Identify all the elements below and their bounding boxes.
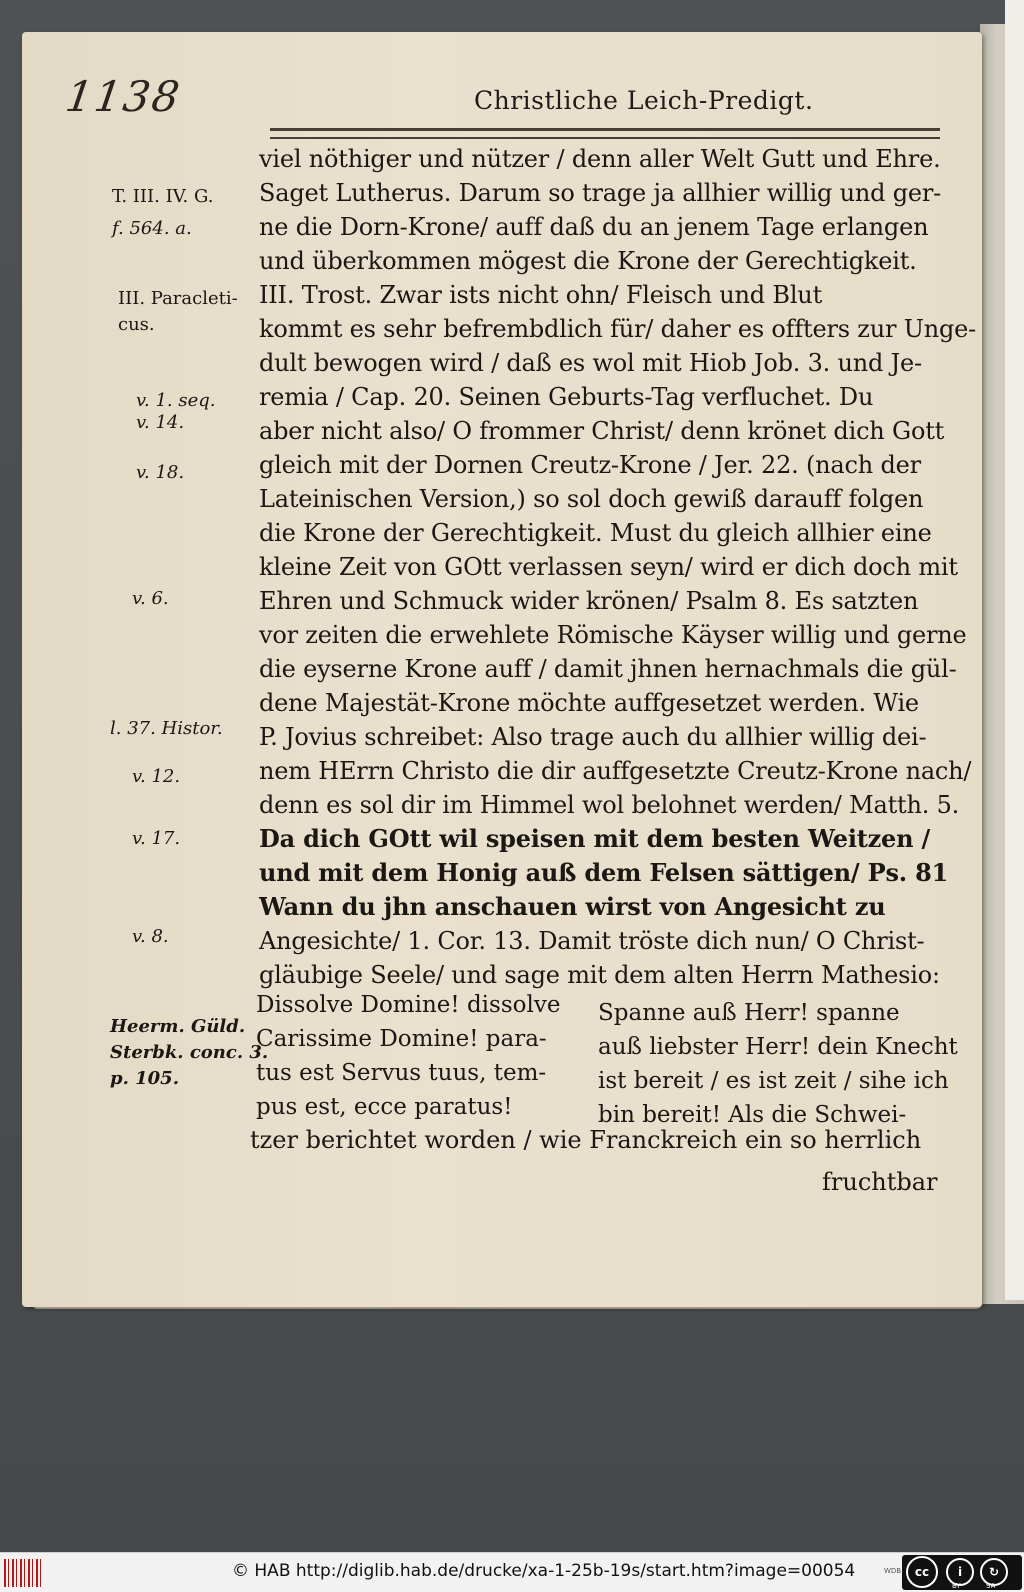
latin-line: tus est Servus tuus, tem- xyxy=(256,1060,547,1086)
sa-label: SA xyxy=(986,1582,996,1590)
margin-note: v. 18. xyxy=(136,462,185,483)
by-label: BY xyxy=(952,1582,961,1590)
text-line: aber nicht also/ O frommer Christ/ denn krönet dich Gott xyxy=(259,417,945,445)
footer-bar xyxy=(0,1552,1024,1592)
margin-note: cus. xyxy=(118,314,155,335)
text-line: gleich mit der Dornen Creutz-Krone / Jer. 22. (nach der xyxy=(259,451,921,479)
continuation-line: tzer berichtet worden / wie Franckreich ein so herrlich xyxy=(250,1126,922,1154)
page-header xyxy=(60,72,960,128)
text-line: III. Trost. Zwar ists nicht ohn/ Fleisch und Blut xyxy=(259,281,823,309)
margin-note: Sterbk. conc. 3. xyxy=(110,1042,269,1063)
text-line: remia / Cap. 20. Seinen Geburts-Tag verfluchet. Du xyxy=(259,383,874,411)
text-line: Wann du jhn anschauen wirst von Angesicht zu xyxy=(259,892,886,921)
text-line: Ehren und Schmuck wider krönen/ Psalm 8. Es satzten xyxy=(259,587,919,615)
text-line: und überkommen mögest die Krone der Gerechtigkeit. xyxy=(259,247,917,275)
text-line: und mit dem Honig auß dem Felsen sättigen/ Ps. 81 xyxy=(259,858,949,887)
facing-page-strip xyxy=(1005,0,1024,1300)
text-line: gläubige Seele/ und sage mit dem alten Herrn Mathesio: xyxy=(259,961,940,989)
barcode-icon xyxy=(4,1559,44,1587)
text-line: Saget Lutherus. Darum so trage ja allhier willig und ger- xyxy=(259,179,942,207)
text-line: dult bewogen wird / daß es wol mit Hiob Job. 3. und Je- xyxy=(259,349,922,377)
text-line: Lateinischen Version,) so sol doch gewiß darauff folgen xyxy=(259,485,924,513)
latin-column xyxy=(256,988,586,1124)
text-line: kommt es sehr befrembdlich für/ daher es offters zur Unge- xyxy=(259,315,977,343)
text-line: nem HErrn Christo die dir auffgesetzte Creutz-Krone nach/ xyxy=(259,757,972,785)
text-line: vor zeiten die erwehlete Römische Käyser willig und gerne xyxy=(259,621,967,649)
margin-note: l. 37. Histor. xyxy=(110,718,223,739)
german-column xyxy=(598,996,958,1132)
text-line: denn es sol dir im Himmel wol belohnet werden/ Matth. 5. xyxy=(259,791,960,819)
header-rule xyxy=(270,128,940,139)
latin-line: Dissolve Domine! dissolve xyxy=(256,992,561,1018)
running-head: Christliche Leich-Predigt. xyxy=(474,86,814,115)
margin-note: v. 14. xyxy=(136,412,185,433)
margin-note: v. 17. xyxy=(132,828,181,849)
text-line: die Krone der Gerechtigkeit. Must du gleich allhier eine xyxy=(259,519,932,547)
source-link[interactable]: © HAB http://diglib.hab.de/drucke/xa-1-25b-19s/start.htm?image=00054 xyxy=(232,1561,856,1581)
text-line: viel nöthiger und nützer / denn aller Welt Gutt und Ehre. xyxy=(259,145,941,173)
text-line: kleine Zeit von GOtt verlassen seyn/ wird er dich doch mit xyxy=(259,553,958,581)
text-line: Angesichte/ 1. Cor. 13. Damit tröste dich nun/ O Christ- xyxy=(259,927,925,955)
catchword: fruchtbar xyxy=(822,1168,938,1196)
main-text xyxy=(259,142,977,992)
german-line: auß liebster Herr! dein Knecht xyxy=(598,1034,958,1060)
margin-note: T. III. IV. G. xyxy=(112,186,214,207)
margin-note: v. 6. xyxy=(132,588,169,609)
margin-note: p. 105. xyxy=(110,1068,179,1089)
cc-icon: cc xyxy=(906,1556,938,1588)
text-line: P. Jovius schreibet: Also trage auch du allhier willig dei- xyxy=(259,723,927,751)
margin-note: v. 1. seq. xyxy=(136,390,216,411)
cc-license-badge[interactable] xyxy=(902,1555,1022,1590)
german-line: bin bereit! Als die Schwei- xyxy=(598,1102,907,1128)
share-alike-icon: ↻ xyxy=(980,1558,1008,1586)
margin-note: f. 564. a. xyxy=(112,218,192,239)
attribution-icon: i xyxy=(946,1558,974,1586)
page-number: 1138 xyxy=(62,72,185,121)
german-line: ist bereit / es ist zeit / sihe ich xyxy=(598,1068,949,1094)
german-line: Spanne auß Herr! spanne xyxy=(598,1000,900,1026)
text-line: ne die Dorn-Krone/ auff daß du an jenem Tage erlangen xyxy=(259,213,929,241)
latin-line: Carissime Domine! para- xyxy=(256,1026,547,1052)
text-line: dene Majestät-Krone möchte auffgesetzet werden. Wie xyxy=(259,689,919,717)
latin-line: pus est, ecce paratus! xyxy=(256,1094,513,1120)
margin-note: Heerm. Güld. xyxy=(110,1016,246,1037)
text-line: die eyserne Krone auff / damit jhnen hernachmals die gül- xyxy=(259,655,957,683)
margin-note: v. 12. xyxy=(132,766,181,787)
text-line: Da dich GOtt wil speisen mit dem besten Weitzen / xyxy=(259,824,931,853)
wdb-label: WDB xyxy=(884,1567,902,1575)
margin-note: v. 8. xyxy=(132,926,169,947)
margin-note: III. Paracleti- xyxy=(118,288,238,309)
